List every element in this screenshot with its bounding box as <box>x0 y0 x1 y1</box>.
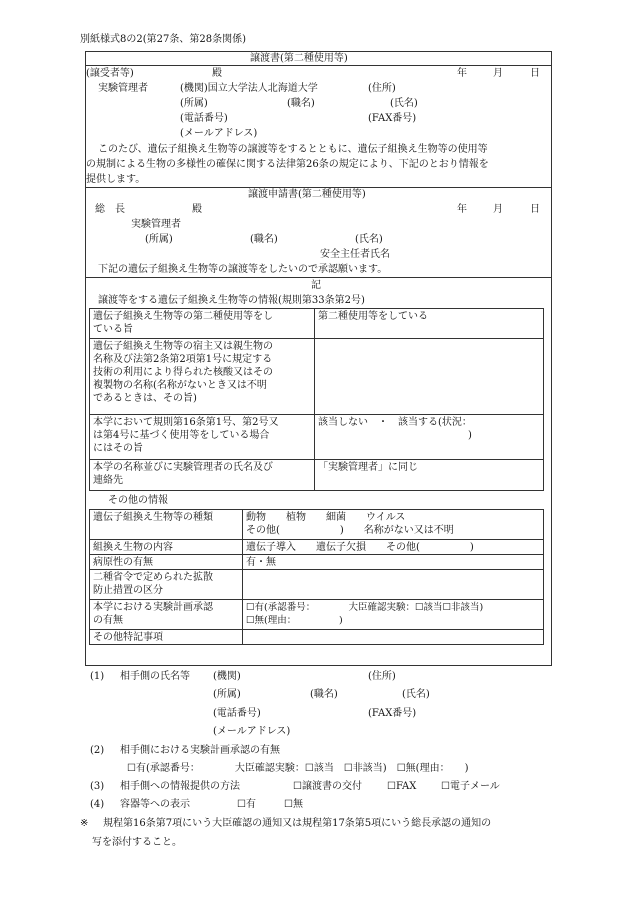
position-label: (職名) <box>287 98 315 109</box>
recipient-label: (譲受者等) <box>86 68 134 79</box>
item-4-number: (4) <box>90 799 105 810</box>
affiliation-label: (所属) <box>213 689 241 700</box>
other-info-heading: その他の情報 <box>108 495 168 506</box>
organization-label: (機関) <box>213 671 241 682</box>
table-row <box>90 555 544 570</box>
address-label: (住所) <box>368 83 396 94</box>
transfer-title: 譲渡書(第二種使用等) <box>250 53 348 64</box>
date-year: 年 <box>457 204 467 215</box>
statement-line-3: 提供します。 <box>86 174 146 185</box>
date-month: 月 <box>493 68 503 79</box>
statement-line-1: このたび、遺伝子組換え生物等の譲渡等をするとともに、遺伝子組換え生物等の使用等 <box>98 144 488 155</box>
option-yes: ☐有 <box>237 799 256 810</box>
option-transfer-document: ☐譲渡書の交付 <box>293 781 362 792</box>
item-3-label: 相手側への情報提供の方法 <box>120 781 240 792</box>
table-row <box>90 309 544 339</box>
address-label: (住所) <box>368 671 396 682</box>
table-cell-label: その他特記事項 <box>90 630 243 645</box>
safety-officer-label: 安全主任者氏名 <box>320 249 390 260</box>
table-cell-label: 遺伝子組換え生物等の種類 <box>90 510 243 540</box>
table-cell-value: 動物 植物 細菌 ウイルス その他( ) 名称がない又は不明 <box>243 510 544 540</box>
table-cell-label: 本学における実験計画承認 の有無 <box>90 600 243 630</box>
date-day: 日 <box>530 204 540 215</box>
table-row <box>90 510 544 540</box>
ki-label: 記 <box>311 280 321 291</box>
item-2-detail: ☐有(承認番号： 大臣確認実験：☐該当 ☐非該当) ☐無(理由： ) <box>127 763 469 774</box>
organization-label: (機関)国立大学法人北海道大学 <box>180 83 318 94</box>
name-label: (氏名) <box>355 234 383 245</box>
table-row <box>90 460 544 491</box>
option-fax: ☐FAX <box>387 781 417 792</box>
note-line-2: 写を添付すること。 <box>92 837 182 848</box>
fax-label: (FAX番号) <box>368 708 417 719</box>
phone-label: (電話番号) <box>180 113 228 124</box>
table-row <box>90 415 544 460</box>
table-cell-value <box>315 339 544 415</box>
option-email: ☐電子メール <box>441 781 500 792</box>
table-cell-value: 第二種使用等をしている <box>315 309 544 339</box>
name-label: (氏名) <box>390 98 418 109</box>
form-reference: 別紙様式8の2(第27条、第28条関係) <box>80 34 246 45</box>
other-info-table <box>89 509 544 645</box>
statement-line-2: の規制による生物の多様性の確保に関する法律第26条の規定により、下記のとおり情報を <box>86 159 489 170</box>
table-row <box>90 630 544 645</box>
table-cell-label: 遺伝子組換え生物等の第二種使用等をし ている旨 <box>90 309 315 339</box>
table-row <box>90 339 544 415</box>
affiliation-label: (所属) <box>180 98 208 109</box>
date-year: 年 <box>457 68 467 79</box>
table-cell-value: 遺伝子導入 遺伝子欠損 その他( ) <box>243 540 544 555</box>
approval-request: 下記の遺伝子組換え生物等の譲渡等をしたいので承認願います。 <box>98 264 388 275</box>
table-cell-value: 該当しない ・ 該当する(状況： ) <box>315 415 544 460</box>
table-cell-value <box>243 630 544 645</box>
item-2-number: (2) <box>90 745 105 756</box>
email-label: (メールアドレス) <box>213 726 291 737</box>
fax-label: (FAX番号) <box>368 113 417 124</box>
table-cell-label: 本学の名称並びに実験管理者の氏名及び 連絡先 <box>90 460 315 491</box>
date-month: 月 <box>493 204 503 215</box>
honorific: 殿 <box>192 204 202 215</box>
table-cell-value: 有・無 <box>243 555 544 570</box>
table-cell-label: 二種省令で定められた拡散 防止措置の区分 <box>90 570 243 600</box>
note-mark: ※ <box>80 818 89 829</box>
table-cell-value <box>243 570 544 600</box>
president-label: 総 長 <box>95 204 125 215</box>
table-cell-label: 病原性の有無 <box>90 555 243 570</box>
item-1-label: 相手側の氏名等 <box>120 671 190 682</box>
email-label: (メールアドレス) <box>180 128 258 139</box>
table-row <box>90 570 544 600</box>
affiliation-label: (所属) <box>145 234 173 245</box>
divider <box>85 277 552 278</box>
divider <box>85 65 552 66</box>
table-row <box>90 540 544 555</box>
application-title: 譲渡申請書(第二種使用等) <box>248 189 366 200</box>
table-cell-label: 遺伝子組換え生物等の宿主又は親生物の 名称及び法第2条第2項第1号に規定する 技術の利用により得られた核酸又はその 複製物の名称(名称がないとき又は不明 であるときは、その旨) <box>90 339 315 415</box>
table-cell-value: ☐有(承認番号： 大臣確認実験：☐該当☐非該当) ☐無(理由： ) <box>243 600 544 630</box>
option-no: ☐無 <box>284 799 303 810</box>
position-label: (職名) <box>310 689 338 700</box>
table-cell-label: 本学において規則第16条第1号、第2号又 は第4号に基づく使用等をしている場合 にはその旨 <box>90 415 315 460</box>
name-label: (氏名) <box>402 689 430 700</box>
item-1-number: (1) <box>90 671 105 682</box>
honorific: 殿 <box>212 68 222 79</box>
info-heading: 譲渡等をする遺伝子組換え生物等の情報(規則第33条第2号) <box>98 295 365 306</box>
experimenter-label: 実験管理者 <box>98 83 148 94</box>
date-day: 日 <box>530 68 540 79</box>
organism-info-table <box>89 308 544 491</box>
item-3-number: (3) <box>90 781 105 792</box>
table-cell-label: 組換え生物の内容 <box>90 540 243 555</box>
phone-label: (電話番号) <box>213 708 261 719</box>
experimenter-label: 実験管理者 <box>131 219 181 230</box>
table-row <box>90 600 544 630</box>
item-2-label: 相手側における実験計画承認の有無 <box>120 745 280 756</box>
position-label: (職名) <box>250 234 278 245</box>
note-line-1: 規程第16条第7項にいう大臣確認の通知又は規程第17条第5項にいう総長承認の通知の <box>103 818 492 829</box>
item-4-label: 容器等への表示 <box>120 799 190 810</box>
table-cell-value: 「実験管理者」に同じ <box>315 460 544 491</box>
